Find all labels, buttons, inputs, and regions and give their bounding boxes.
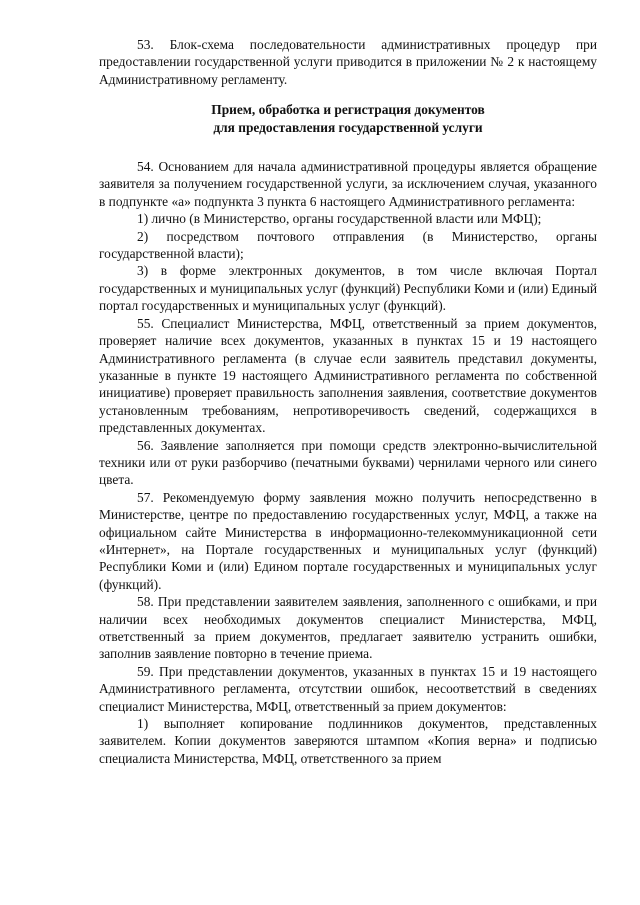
paragraph-53: 53. Блок-схема последовательности административных процедур при предоставлении государственной услуги приводится в приложении № 2 к настоящему Административному регламенту. [99,37,597,87]
section-heading-line-2: для предоставления государственной услуги [213,119,483,135]
document-page [99,36,597,767]
paragraph-54: 54. Основанием для начала административной процедуры является обращение заявителя за получением государственной услуги, за исключением случая, указанного в подпункте «а» подпункта 3 пункта 6 настоящего Административного регламента: [99,159,597,209]
paragraph-59: 59. При представлении документов, указанных в пунктах 15 и 19 настоящего Административного регламента, отсутствии ошибок, несоответствий в сведениях специалист Министерства, МФЦ, ответственный за прием документов: [99,663,597,714]
section-heading [99,101,597,136]
paragraph-59-item-1: 1) выполняет копирование подлинников документов, представленных заявителем. Копии документов заверяются штампом «Копия верна» и подписью специалиста Министерства, МФЦ, ответственного за прием [99,716,597,766]
paragraph-58: 58. При представлении заявителем заявления, заполненного с ошибками, и при наличии всех необходимых документов специалист Министерства, МФЦ, ответственный за прием документов, предлагает заявителю устранить ошибки, заполнив заявление повторно в течение приема. [99,594,597,662]
paragraph-54-item-1: 1) лично (в Министерство, органы государственной власти или МФЦ); [137,211,542,227]
paragraph-57: 57. Рекомендуемую форму заявления можно получить непосредственно в Министерстве, центре по предоставлению государственных услуг, МФЦ, а также на официальном сайте Министерства в информационно-телекоммуникационной сети «Интернет», на Портале государственных и муниципальных услуг (функций) Республики Коми и (или) Едином портале государственных и муниципальных услуг (функций). [99,489,597,592]
paragraph-56: 56. Заявление заполняется при помощи средств электронно-вычислительной техники или от руки разборчиво (печатными буквами) чернилами черного или синего цвета. [99,437,597,488]
paragraph-54-item-3: 3) в форме электронных документов, в том числе включая Портал государственных и муниципальных услуг (функций) Республики Коми и (или) Единый портал государственных и муниципальных услуг (функций). [99,263,598,314]
paragraph-54-item-2: 2) посредством почтового отправления (в Министерство, органы государственной власти); [99,228,597,262]
section-heading-line-1: Прием, обработка и регистрация документов [211,102,485,118]
paragraph-55: 55. Специалист Министерства, МФЦ, ответственный за прием документов, проверяет наличие всех документов, указанных в пунктах 15 и 19 настоящего Административного регламента (в случае если заявитель представил документы, указанные в пункте 19 настоящего Административного регламента по собственной инициативе) проверяет правильность заполнения заявления, соответствие документов установленным требованиям, непротиворечивость сведений, содержащихся в представленных документах. [99,315,597,436]
